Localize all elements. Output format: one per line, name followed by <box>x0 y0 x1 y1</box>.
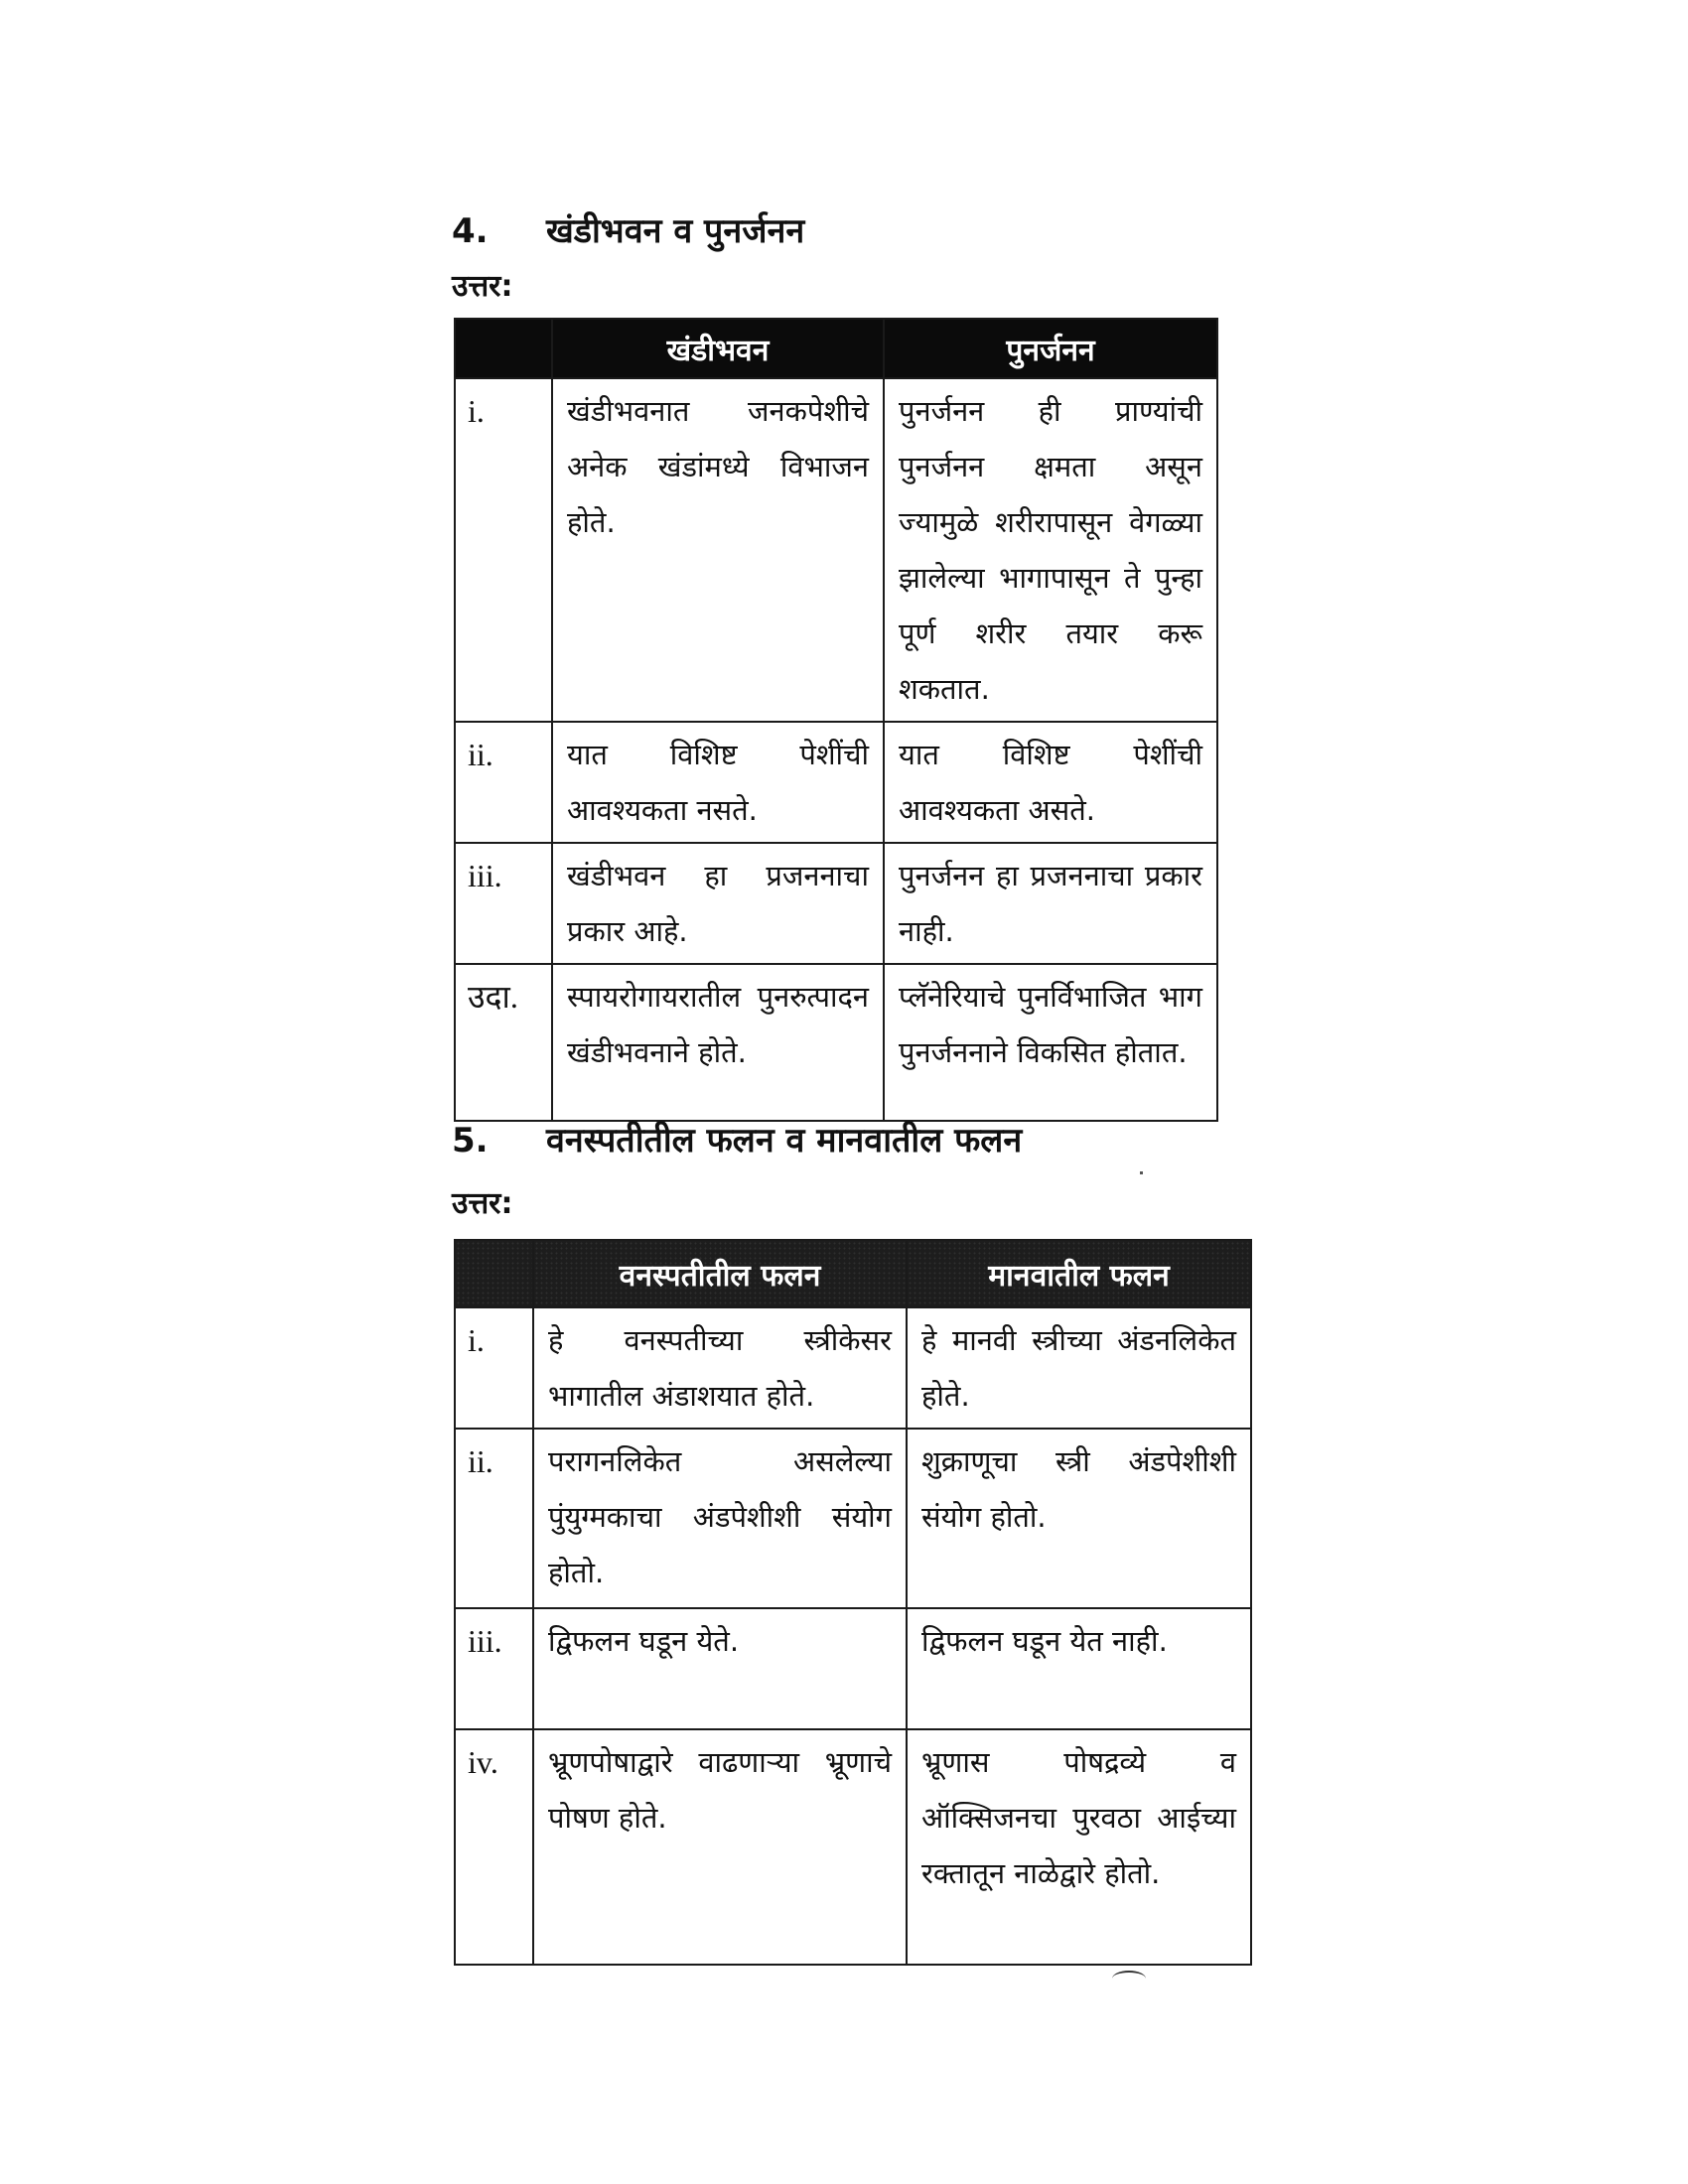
row-index: iv. <box>455 1729 533 1965</box>
cell-regeneration: यात विशिष्ट पेशींची आवश्यकता असते. <box>884 722 1217 843</box>
cell-human: भ्रूणास पोषद्रव्ये व ऑक्सिजनचा पुरवठा आईच्या रक्तातून नाळेद्वारे होतो. <box>907 1729 1251 1965</box>
table-row <box>455 964 1217 1121</box>
table-row <box>455 378 1217 722</box>
header-regeneration: पुनर्जनन <box>884 319 1217 378</box>
section-number: 4. <box>452 211 489 251</box>
comparison-table-plant-human-fertilization <box>454 1239 1252 1966</box>
cell-fragmentation: खंडीभवन हा प्रजननाचा प्रकार आहे. <box>552 843 884 964</box>
header-fragmentation: खंडीभवन <box>552 319 884 378</box>
section-number: 5. <box>452 1121 489 1160</box>
table-row <box>455 843 1217 964</box>
table-row <box>455 1429 1251 1608</box>
cell-regeneration: पुनर्जनन हा प्रजननाचा प्रकार नाही. <box>884 843 1217 964</box>
header-human-fertilization: मानवातील फलन <box>907 1240 1251 1307</box>
cell-fragmentation: खंडीभवनात जनकपेशीचे अनेक खंडांमध्ये विभाजन होते. <box>552 378 884 722</box>
cell-human: द्विफलन घडून येत नाही. <box>907 1608 1251 1729</box>
table-row <box>455 722 1217 843</box>
scan-arc-mark <box>1112 1971 1146 1986</box>
row-index: iii. <box>455 1608 533 1729</box>
section-title: खंडीभवन व पुनर्जनन <box>546 211 805 251</box>
section-4-heading <box>452 206 804 252</box>
cell-plant: परागनलिकेत असलेल्या पुंयुग्मकाचा अंडपेशीशी संयोग होतो. <box>533 1429 907 1608</box>
header-plant-fertilization: वनस्पतीतील फलन <box>533 1240 907 1307</box>
row-index: i. <box>455 378 552 722</box>
cell-plant: भ्रूणपोषाद्वारे वाढणाऱ्या भ्रूणाचे पोषण होते. <box>533 1729 907 1965</box>
section-5-heading <box>452 1116 1022 1161</box>
comparison-table-fragmentation-regeneration <box>454 318 1218 1122</box>
cell-fragmentation: यात विशिष्ट पेशींची आवश्यकता नसते. <box>552 722 884 843</box>
table-row <box>455 1307 1251 1429</box>
header-index <box>455 319 552 378</box>
row-index: उदा. <box>455 964 552 1121</box>
cell-plant: हे वनस्पतीच्या स्त्रीकेसर भागातील अंडाशयात होते. <box>533 1307 907 1429</box>
section-title: वनस्पतीतील फलन व मानवातील फलन <box>546 1121 1023 1160</box>
row-index: iii. <box>455 843 552 964</box>
cell-plant: द्विफलन घडून येते. <box>533 1608 907 1729</box>
cell-fragmentation: स्पायरोगायरातील पुनरुत्पादन खंडीभवनाने होते. <box>552 964 884 1121</box>
row-index: i. <box>455 1307 533 1429</box>
table-row <box>455 1729 1251 1965</box>
cell-regeneration: प्लॅनेरियाचे पुनर्विभाजित भाग पुनर्जननाने विकसित होतात. <box>884 964 1217 1121</box>
row-index: ii. <box>455 722 552 843</box>
header-index <box>455 1240 533 1307</box>
answer-label: उत्तर: <box>452 269 513 304</box>
row-index: ii. <box>455 1429 533 1608</box>
table-header-row <box>455 319 1217 378</box>
cell-human: शुक्राणूचा स्त्री अंडपेशीशी संयोग होतो. <box>907 1429 1251 1608</box>
answer-label: उत्तर: <box>452 1186 513 1221</box>
table-header-row <box>455 1240 1251 1307</box>
cell-human: हे मानवी स्त्रीच्या अंडनलिकेत होते. <box>907 1307 1251 1429</box>
scan-speck <box>1140 1171 1143 1174</box>
table-row <box>455 1608 1251 1729</box>
cell-regeneration: पुनर्जनन ही प्राण्यांची पुनर्जनन क्षमता असून ज्यामुळे शरीरापासून वेगळ्या झालेल्या भागापासून ते पुन्हा पूर्ण शरीर तयार करू शकतात. <box>884 378 1217 722</box>
